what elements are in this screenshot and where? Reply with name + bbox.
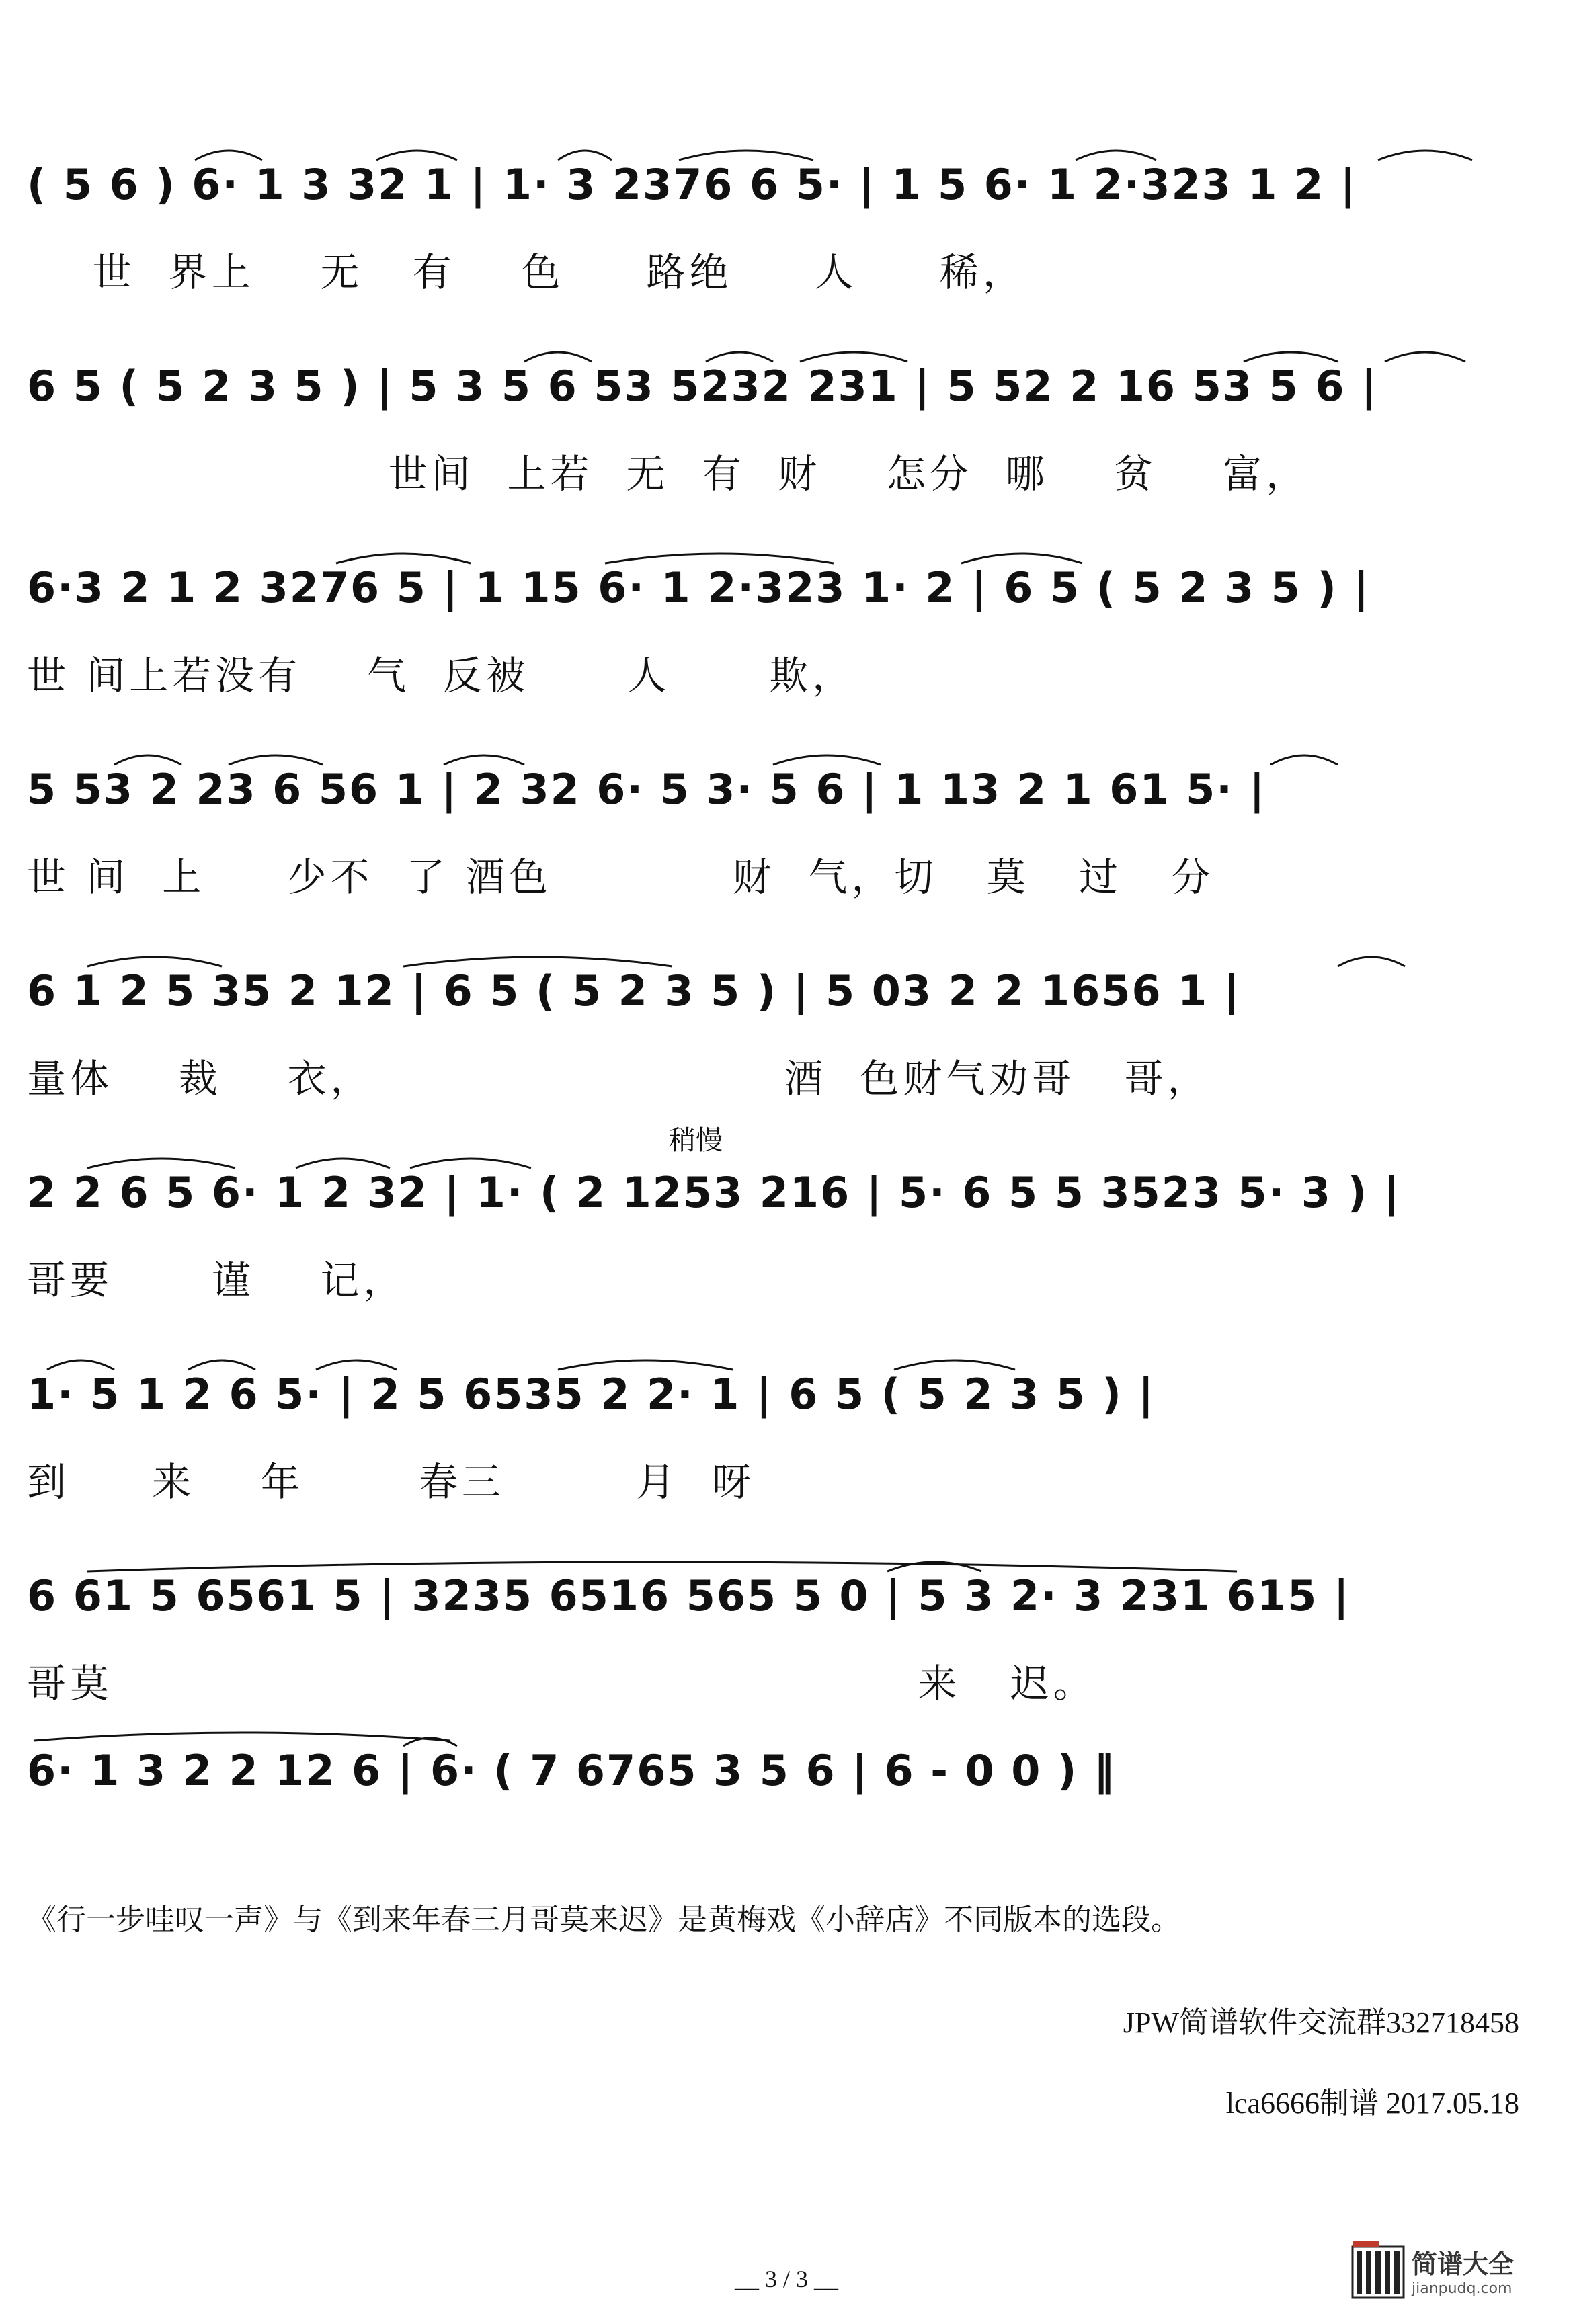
credits <box>1123 1983 1519 2144</box>
lyric-line: 到 来 年 春三 月 呀 <box>27 1459 756 1505</box>
lyric-line: 世 界上 无 有 色 路绝 人 稀， <box>27 249 1026 295</box>
score-system-9 <box>27 1720 1546 1909</box>
notation-line: 6 5 ( 5 2 3 5 ) | 5 3 5 6 53 5232 231 | 5 52 2 16 53 5 6 | <box>27 362 1378 411</box>
notation-line: 6· 1 3 2 2 12 6 | 6· ( 7 6765 3 5 6 | 6 - 0 0 ) ‖ <box>27 1746 1116 1795</box>
lyric-line: 哥要 谨 记， <box>27 1257 407 1303</box>
group-info: JPW简谱软件交流群332718458 <box>1123 2006 1519 2039</box>
logo-name: 简谱大全 <box>1412 2249 1515 2279</box>
site-logo <box>1351 2230 1553 2311</box>
lyric-line: 量体 裁 衣， 酒 色财气劝哥 哥， <box>27 1056 1211 1102</box>
notation-line: 1· 5 1 2 6 5· | 2 5 6535 2 2· 1 | 6 5 ( 5 2 3 5 ) | <box>27 1370 1156 1419</box>
lyric-line: 哥莫 来 迟。 <box>27 1661 1096 1706</box>
piano-logo-icon <box>1351 2240 1405 2300</box>
score-system-8 <box>27 1546 1546 1734</box>
transcriber-credit: lca6666制谱 2017.05.18 <box>1225 2087 1519 2120</box>
score-system-6 <box>27 1143 1546 1331</box>
logo-url: jianpudq.com <box>1412 2280 1513 2297</box>
notation-line: 6·3 2 1 2 3276 5 | 1 15 6· 1 2·323 1· 2 | 6 5 ( 5 2 3 5 ) | <box>27 563 1371 612</box>
notation-line: 2 2 6 5 6· 1 2 32 | 1· ( 2 1253 216 | 5· 6 5 5 3523 5· 3 ) | <box>27 1168 1401 1217</box>
lyric-line: 世 间 上 少不 了 酒色 财 气，切 莫 过 分 <box>27 854 1215 900</box>
score-system-5 <box>27 941 1546 1129</box>
score-system-3 <box>27 538 1546 726</box>
score-system-7 <box>27 1344 1546 1532</box>
tempo-marking: 稍慢 <box>669 1125 723 1156</box>
notation-line: 6 61 5 6561 5 | 3235 6516 565 5 0 | 5 3 2· 3 231 615 | <box>27 1571 1350 1620</box>
footnote-text: 《行一步哇叹一声》与《到来年春三月哥莫来迟》是黄梅戏《小辞店》不同版本的选段。 <box>27 1903 1180 1937</box>
notation-line: ( 5 6 ) 6· 1 3 32 1 | 1· 3 2376 6 5· | 1 5 6· 1 2·323 1 2 | <box>27 160 1357 209</box>
notation-line: 6 1 2 5 35 2 12 | 6 5 ( 5 2 3 5 ) | 5 03 2 2 1656 1 | <box>27 966 1241 1015</box>
notation-line: 5 53 2 23 6 56 1 | 2 32 6· 5 3· 5 6 | 1 13 2 1 61 5· | <box>27 765 1266 814</box>
score-system-2 <box>27 336 1546 524</box>
score-system-1 <box>27 134 1546 323</box>
lyric-line <box>27 1825 1546 1892</box>
lyric-line: 世间 上若 无 有 财 怎分 哪 贫 富， <box>27 451 1309 497</box>
score-system-4 <box>27 739 1546 927</box>
lyric-line: 世 间上若没有 气 反被 人 欺， <box>27 653 856 698</box>
page-number: __ 3 / 3 __ <box>734 2266 838 2292</box>
